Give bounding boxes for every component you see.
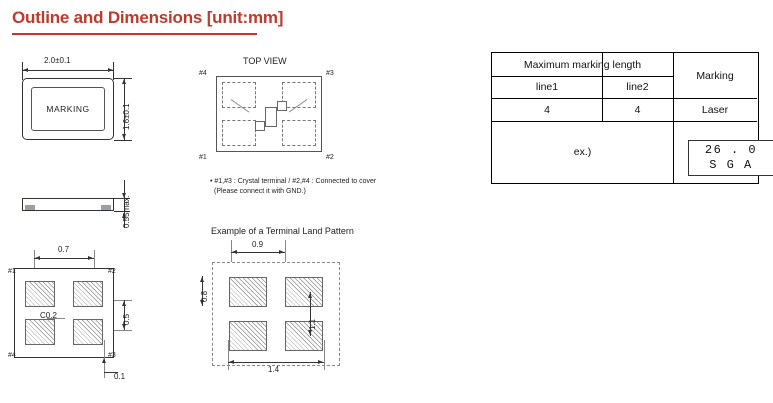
bl-bottom-arrow — [102, 358, 106, 363]
land-pad-3 — [73, 319, 103, 345]
top-view-caption: TOP VIEW — [243, 56, 287, 66]
marking-table — [491, 52, 759, 184]
marking-example-box — [688, 140, 773, 176]
package-side-view — [22, 198, 114, 211]
example-pad-4 — [229, 321, 267, 351]
dim-arrow-down — [122, 134, 126, 139]
package-outline-top-view — [22, 78, 114, 140]
dim-line-width — [22, 70, 114, 71]
table-value-line1: 4 — [544, 103, 550, 116]
example-pad-3 — [285, 318, 323, 351]
example-land-pattern — [212, 262, 340, 366]
dim-arrow-right — [108, 68, 113, 72]
top-view-pin-3: #3 — [326, 70, 334, 77]
side-terminal-right — [101, 205, 111, 210]
table-vline-3 — [673, 121, 674, 183]
page-title: Outline and Dimensions [unit:mm] — [12, 8, 284, 27]
bl-right-label: 0.5 — [122, 313, 131, 325]
dim-height-label: 1.6±0.1 — [122, 103, 131, 130]
pin-label-2: #2 — [108, 268, 116, 275]
ex-top-arrow-right — [279, 250, 284, 254]
pin-label-3: #3 — [108, 352, 116, 359]
top-view-crystal-blank — [265, 107, 277, 127]
ex-bottom-arrow-right — [318, 360, 323, 364]
bl-dim-top-line — [34, 258, 94, 259]
pin-label-1: #1 — [8, 268, 16, 275]
example-land-caption: Example of a Terminal Land Pattern — [211, 226, 354, 236]
top-view-package — [216, 76, 322, 152]
marking-example-line1: 26 . 0 — [704, 143, 758, 157]
title-underline — [12, 33, 257, 35]
top-view-pin-4: #4 — [199, 70, 207, 77]
top-view-pin-2: #2 — [326, 154, 334, 161]
pin-label-4: #4 — [8, 352, 16, 359]
top-view-region-1 — [222, 120, 256, 146]
land-pattern-bottom-view — [14, 268, 114, 358]
bl-right-arrow-up — [122, 301, 126, 306]
ex-top-dim-line — [231, 252, 285, 253]
land-pad-1 — [25, 281, 55, 307]
dim-ext-bottom — [114, 140, 132, 141]
top-view-electrode-b — [255, 121, 265, 131]
bl-right-ext-bottom — [114, 330, 132, 331]
top-view-pin-1: #1 — [199, 154, 207, 161]
bl-dim-arrow-left — [35, 256, 40, 260]
ex-right-arrow-up — [308, 293, 312, 298]
example-pad-1 — [229, 277, 267, 307]
dim-arrow-up — [122, 79, 126, 84]
table-col-line1: line1 — [535, 81, 559, 93]
land-pad-4 — [25, 319, 55, 345]
ex-top-label: 0.9 — [252, 240, 264, 249]
ex-right-arrow-down — [308, 330, 312, 335]
top-view-region-2 — [282, 120, 316, 146]
thickness-label: 0.55max. — [122, 195, 131, 228]
table-value-marking: Laser — [701, 103, 729, 116]
ex-bottom-ext-left — [228, 340, 229, 370]
ex-left-label: 0.8 — [200, 290, 209, 302]
marking-label: MARKING — [46, 104, 90, 114]
land-pad-2 — [73, 281, 103, 307]
top-view-note-line1: • #1,#3 : Crystal terminal / #2,#4 : Connected to cover — [210, 178, 377, 185]
ex-bottom-ext-right — [324, 340, 325, 370]
ex-right-label: 1.1 — [308, 318, 317, 330]
table-header-marking: Marking — [696, 69, 734, 82]
dim-arrow-left — [23, 68, 28, 72]
ex-bottom-dim-line — [228, 362, 324, 363]
bl-bottom-label: 0.1 — [114, 372, 126, 381]
marking-example-line2: S G A — [709, 158, 753, 172]
top-view-note-line2: (Please connect it with GND.) — [214, 188, 306, 195]
chamfer-label: C0.2 — [40, 311, 57, 320]
side-terminal-left — [25, 205, 35, 210]
table-example-label: ex.) — [573, 146, 592, 158]
table-col-line2: line2 — [626, 81, 649, 93]
ex-bottom-label: 1.4 — [268, 365, 280, 374]
bl-dim-top-label: 0.7 — [58, 245, 70, 254]
table-value-line2: 4 — [634, 103, 641, 116]
ex-left-arrow-up — [200, 277, 204, 282]
dim-width-label: 2.0±0.1 — [44, 56, 71, 65]
ex-bottom-arrow-left — [229, 360, 234, 364]
example-pad-2 — [285, 277, 323, 307]
table-header-max-length: Maximum marking length — [523, 58, 642, 71]
ex-top-arrow-left — [232, 250, 237, 254]
bl-dim-arrow-right — [88, 256, 93, 260]
top-view-electrode-a — [277, 101, 287, 111]
